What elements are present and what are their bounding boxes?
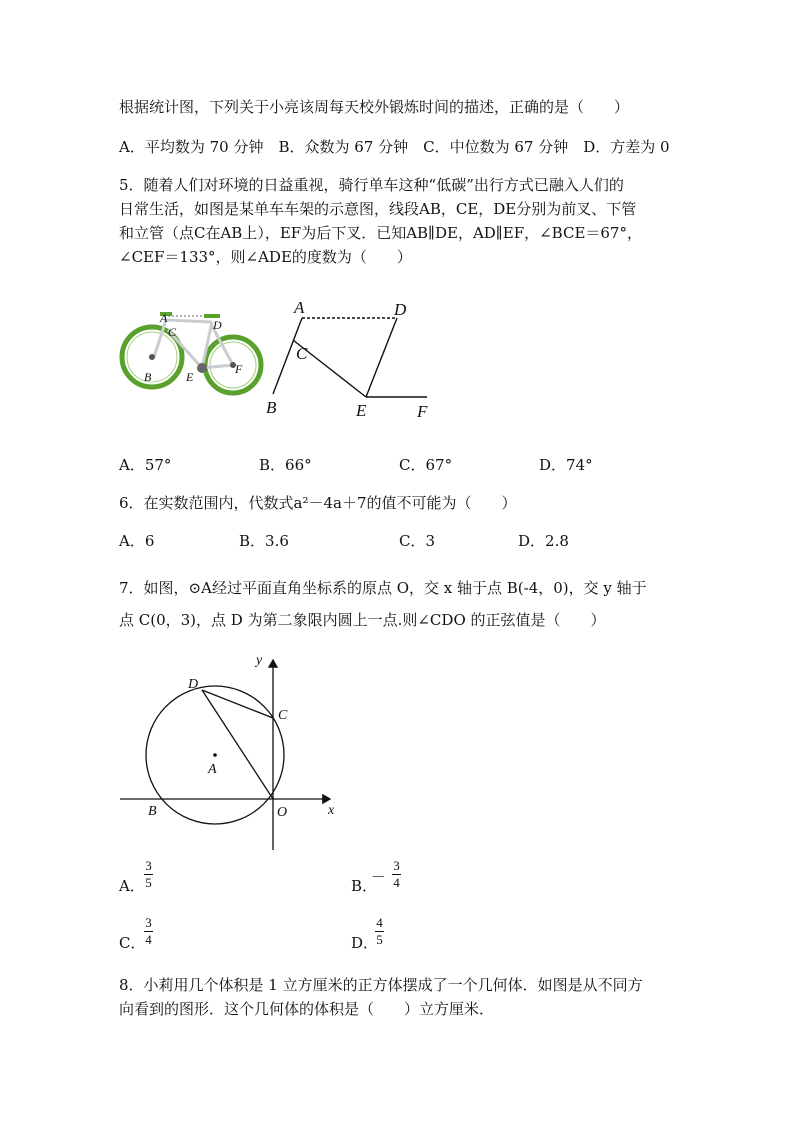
q4-stem: 根据统计图，下列关于小亮该周每天校外锻炼时间的描述，正确的是（ ） (119, 98, 630, 116)
q6-option-c: C．3 (399, 532, 436, 550)
denominator: 5 (376, 932, 383, 947)
q7-stem-line2: 点 C(0，3)，点 D 为第二象限内圆上一点.则∠CDO 的正弦值是（ ） (119, 611, 606, 629)
q7-stem-line1: 7．如图，⊙A经过平面直角坐标系的原点 O，交 x 轴于点 B(-4，0)，交 y 轴于 (119, 579, 647, 597)
q8-stem-line1: 8．小莉用几个体积是 1 立方厘米的正方体摆成了一个几何体．如图是从不同方 (119, 976, 643, 994)
label-o: O (277, 805, 288, 820)
label-e: E (356, 401, 367, 420)
label-y-axis: y (256, 653, 263, 668)
q7-option-b-sign: － (371, 870, 387, 886)
q7-option-b-fraction (392, 859, 401, 890)
q5-option-b: B．66° (259, 456, 312, 474)
q5-stem-line4: ∠CEF＝133°，则∠ADE的度数为（ ） (119, 248, 412, 266)
numerator: 3 (393, 858, 400, 873)
label-d: D (188, 677, 199, 692)
q6-option-d: D．2.8 (518, 532, 569, 550)
q5-option-d: D．74° (539, 456, 593, 474)
numerator: 4 (376, 915, 383, 930)
label-f: F (417, 402, 428, 421)
q6-option-b: B．3.6 (239, 532, 289, 550)
q5-option-a: A．57° (119, 456, 172, 474)
q8-stem-line2: 向看到的图形．这个几何体的体积是（ ）立方厘米． (119, 1000, 495, 1018)
numerator: 3 (145, 858, 152, 873)
denominator: 4 (393, 875, 400, 890)
q7-option-a-fraction (144, 859, 153, 890)
q7-option-c-fraction (144, 916, 153, 947)
denominator: 5 (145, 875, 152, 890)
q5-stem-line2: 日常生活，如图是某单车车架的示意图，线段AB，CE，DE分别为前叉、下管 (119, 200, 637, 218)
label-b: B (266, 398, 277, 417)
label-a: A (294, 298, 305, 317)
bike-label-e: E (186, 370, 194, 384)
bicycle-image (118, 308, 264, 400)
q7-option-c-label: C． (119, 934, 146, 952)
denominator: 4 (145, 932, 152, 947)
label-x-axis: x (328, 803, 335, 818)
bike-label-f: F (235, 362, 243, 376)
label-d: D (394, 300, 407, 319)
q6-stem: 6．在实数范围内，代数式a²－4a＋7的值不可能为（ ） (119, 494, 517, 512)
bike-label-a: A (160, 311, 168, 325)
label-a: A (208, 762, 217, 777)
q5-stem-line1: 5．随着人们对环境的日益重视，骑行单车这种“低碳”出行方式已融入人们的 (119, 176, 624, 194)
bike-label-c: C (168, 325, 177, 339)
numerator: 3 (145, 915, 152, 930)
circle-coordinate-figure (116, 650, 346, 860)
q7-option-a-label: A． (119, 877, 145, 895)
q5-option-c: C．67° (399, 456, 453, 474)
q6-option-a: A．6 (119, 532, 155, 550)
q7-option-b-label: B． (351, 877, 378, 895)
label-c: C (296, 344, 308, 363)
frame-schematic (262, 296, 432, 426)
label-c: C (278, 708, 288, 723)
label-b: B (148, 804, 157, 819)
q7-option-d-label: D． (351, 934, 379, 952)
q4-options: A．平均数为 70 分钟 B．众数为 67 分钟 C．中位数为 67 分钟 D．方差为 0 (119, 138, 670, 156)
q5-stem-line3: 和立管（点C在AB上），EF为后下叉．已知AB∥DE，AD∥EF，∠BCE＝67°， (119, 224, 642, 242)
q7-option-d-fraction (375, 916, 384, 947)
bike-label-d: D (213, 318, 222, 332)
bike-label-b: B (144, 370, 152, 384)
